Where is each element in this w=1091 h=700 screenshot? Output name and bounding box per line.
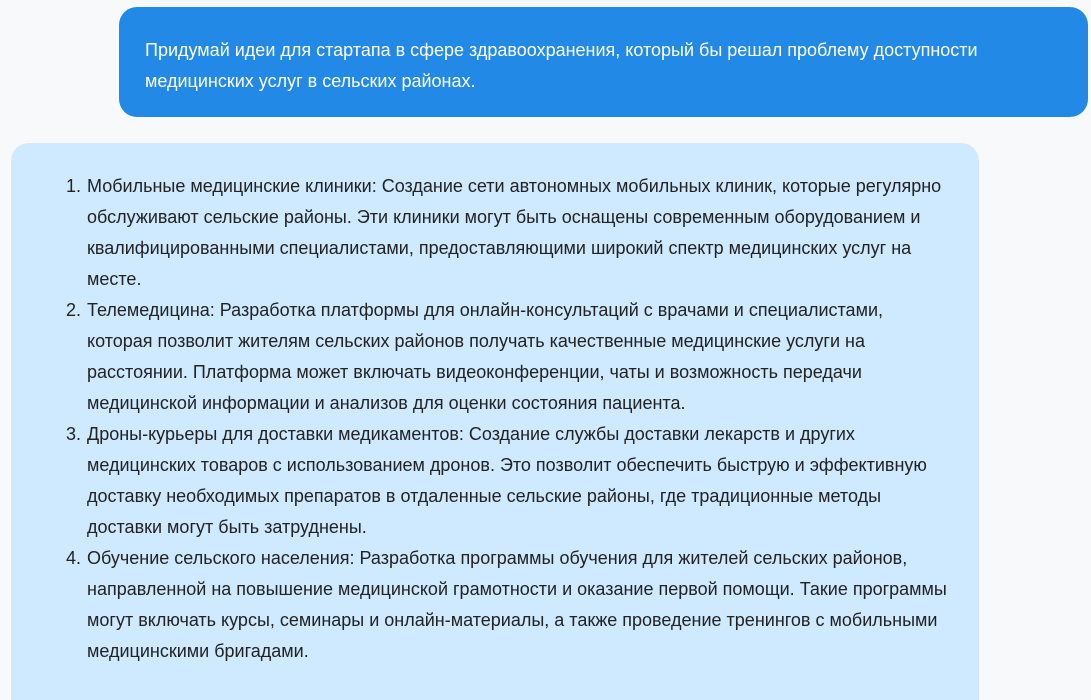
idea-list	[31, 171, 959, 667]
list-item	[31, 543, 947, 667]
list-item	[31, 171, 947, 295]
user-message-bubble	[119, 7, 1088, 117]
assistant-message-bubble	[11, 143, 979, 700]
list-item-number: 4.	[66, 548, 82, 568]
list-item-text: Телемедицина: Разработка платформы для онлайн-консультаций с врачами и специалистами, которая позволит жителям сельских районов получать качественные медицинские услуги на расстоянии. Платформа может включать видеоконференции, чаты и возможность передачи медицинской информации и анализов для оценки состояния пациента.	[87, 300, 883, 413]
list-item-number: 2.	[66, 300, 82, 320]
list-item-number: 3.	[66, 424, 82, 444]
list-item	[31, 295, 947, 419]
user-message-text: Придумай идеи для стартапа в сфере здравоохранения, который бы решал проблему доступности медицинских услуг в сельских районах.	[145, 40, 978, 91]
list-item-number: 1.	[66, 176, 82, 196]
list-item-text: Мобильные медицинские клиники: Создание сети автономных мобильных клиник, которые регулярно обслуживают сельские районы. Эти клиники могут быть оснащены современным оборудованием и квалифицированными специалистами, предоставляющими широкий спектр медицинских услуг на месте.	[87, 176, 942, 289]
list-item-text: Дроны-курьеры для доставки медикаментов: Создание службы доставки лекарств и других медицинских товаров с использованием дронов. Это позволит обеспечить быструю и эффективную доставку необходимых препаратов в отдаленные сельские районы, где традиционные методы доставки могут быть затруднены.	[87, 424, 927, 537]
list-item-text: Обучение сельского населения: Разработка программы обучения для жителей сельских районов, направленной на повышение медицинской грамотности и оказание первой помощи. Такие программы могут включать курсы, семинары и онлайн-материалы, а также проведение тренингов с мобильными медицинскими бригадами.	[87, 548, 947, 661]
list-item	[31, 419, 947, 543]
